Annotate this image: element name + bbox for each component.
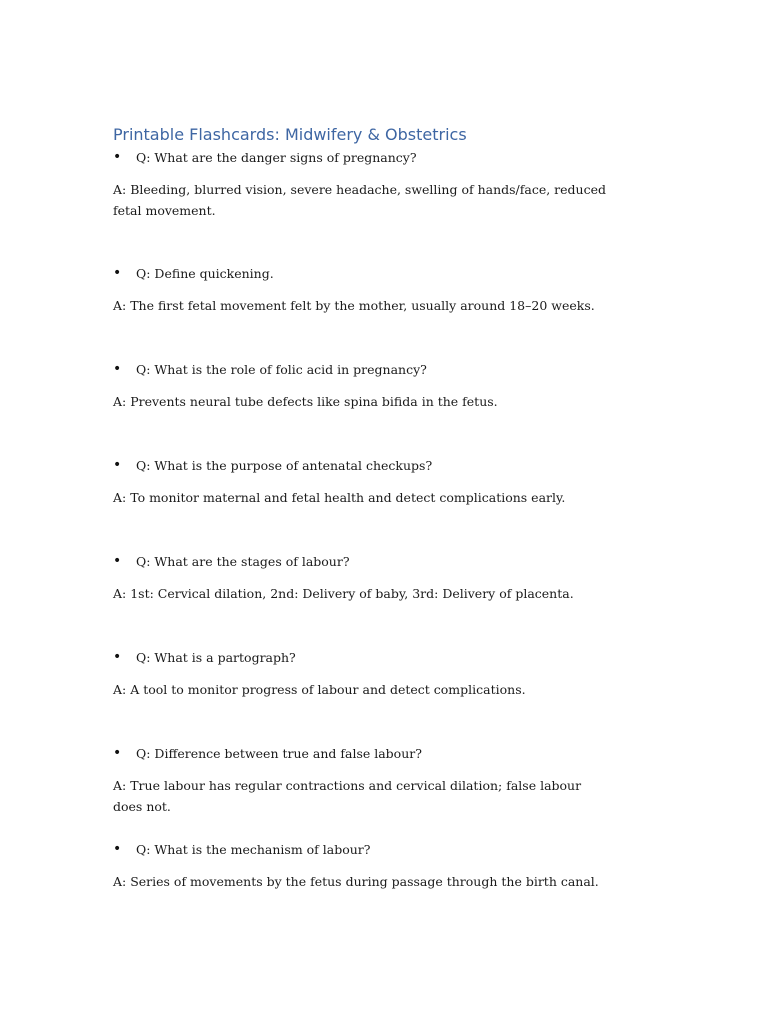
flashcard-question: Q: What is the role of folic acid in pregnancy? (136, 362, 427, 377)
flashcard-1 (113, 148, 673, 221)
flashcard-question-row (113, 264, 673, 284)
flashcard-question: Q: What is a partograph? (136, 650, 296, 665)
flashcard-question: Q: Difference between true and false labour? (136, 746, 422, 761)
bullet-icon: • (113, 149, 122, 165)
bullet-icon: • (113, 649, 122, 665)
flashcard-question: Q: What are the danger signs of pregnancy? (136, 150, 417, 165)
flashcard-answer: A: The first fetal movement felt by the mother, usually around 18–20 weeks. (113, 298, 595, 313)
flashcard-answer: A: Series of movements by the fetus during passage through the birth canal. (113, 874, 599, 889)
flashcard-2 (113, 264, 673, 317)
flashcard-4 (113, 456, 673, 509)
flashcard-answer: A: True labour has regular contractions and cervical dilation; false labour does not. (113, 778, 582, 814)
flashcard-question: Q: Define quickening. (136, 266, 274, 281)
flashcard-question: Q: What is the mechanism of labour? (136, 842, 371, 857)
flashcard-8 (113, 840, 673, 893)
flashcard-question-row (113, 148, 673, 168)
flashcard-answer: A: A tool to monitor progress of labour and detect complications. (113, 682, 526, 697)
bullet-icon: • (113, 553, 122, 569)
flashcard-answer: A: 1st: Cervical dilation, 2nd: Delivery of baby, 3rd: Delivery of placenta. (113, 586, 574, 601)
bullet-icon: • (113, 265, 122, 281)
flashcard-question-row (113, 648, 673, 668)
flashcard-7 (113, 744, 673, 817)
flashcard-question: Q: What are the stages of labour? (136, 554, 350, 569)
flashcard-question-row (113, 360, 673, 380)
document-title: Printable Flashcards: Midwifery & Obstetrics (113, 125, 467, 144)
bullet-icon: • (113, 745, 122, 761)
bullet-icon: • (113, 457, 122, 473)
bullet-icon: • (113, 841, 122, 857)
flashcard-question: Q: What is the purpose of antenatal checkups? (136, 458, 433, 473)
flashcard-question-row (113, 840, 673, 860)
flashcard-question-row (113, 552, 673, 572)
flashcard-answer: A: Bleeding, blurred vision, severe headache, swelling of hands/face, reduced fetal movement. (113, 182, 607, 218)
flashcard-question-row (113, 456, 673, 476)
flashcard-6 (113, 648, 673, 701)
flashcard-answer: A: Prevents neural tube defects like spina bifida in the fetus. (113, 394, 498, 409)
flashcard-question-row (113, 744, 673, 764)
flashcard-3 (113, 360, 673, 413)
flashcard-answer: A: To monitor maternal and fetal health and detect complications early. (113, 490, 566, 505)
bullet-icon: • (113, 361, 122, 377)
flashcard-5 (113, 552, 673, 605)
